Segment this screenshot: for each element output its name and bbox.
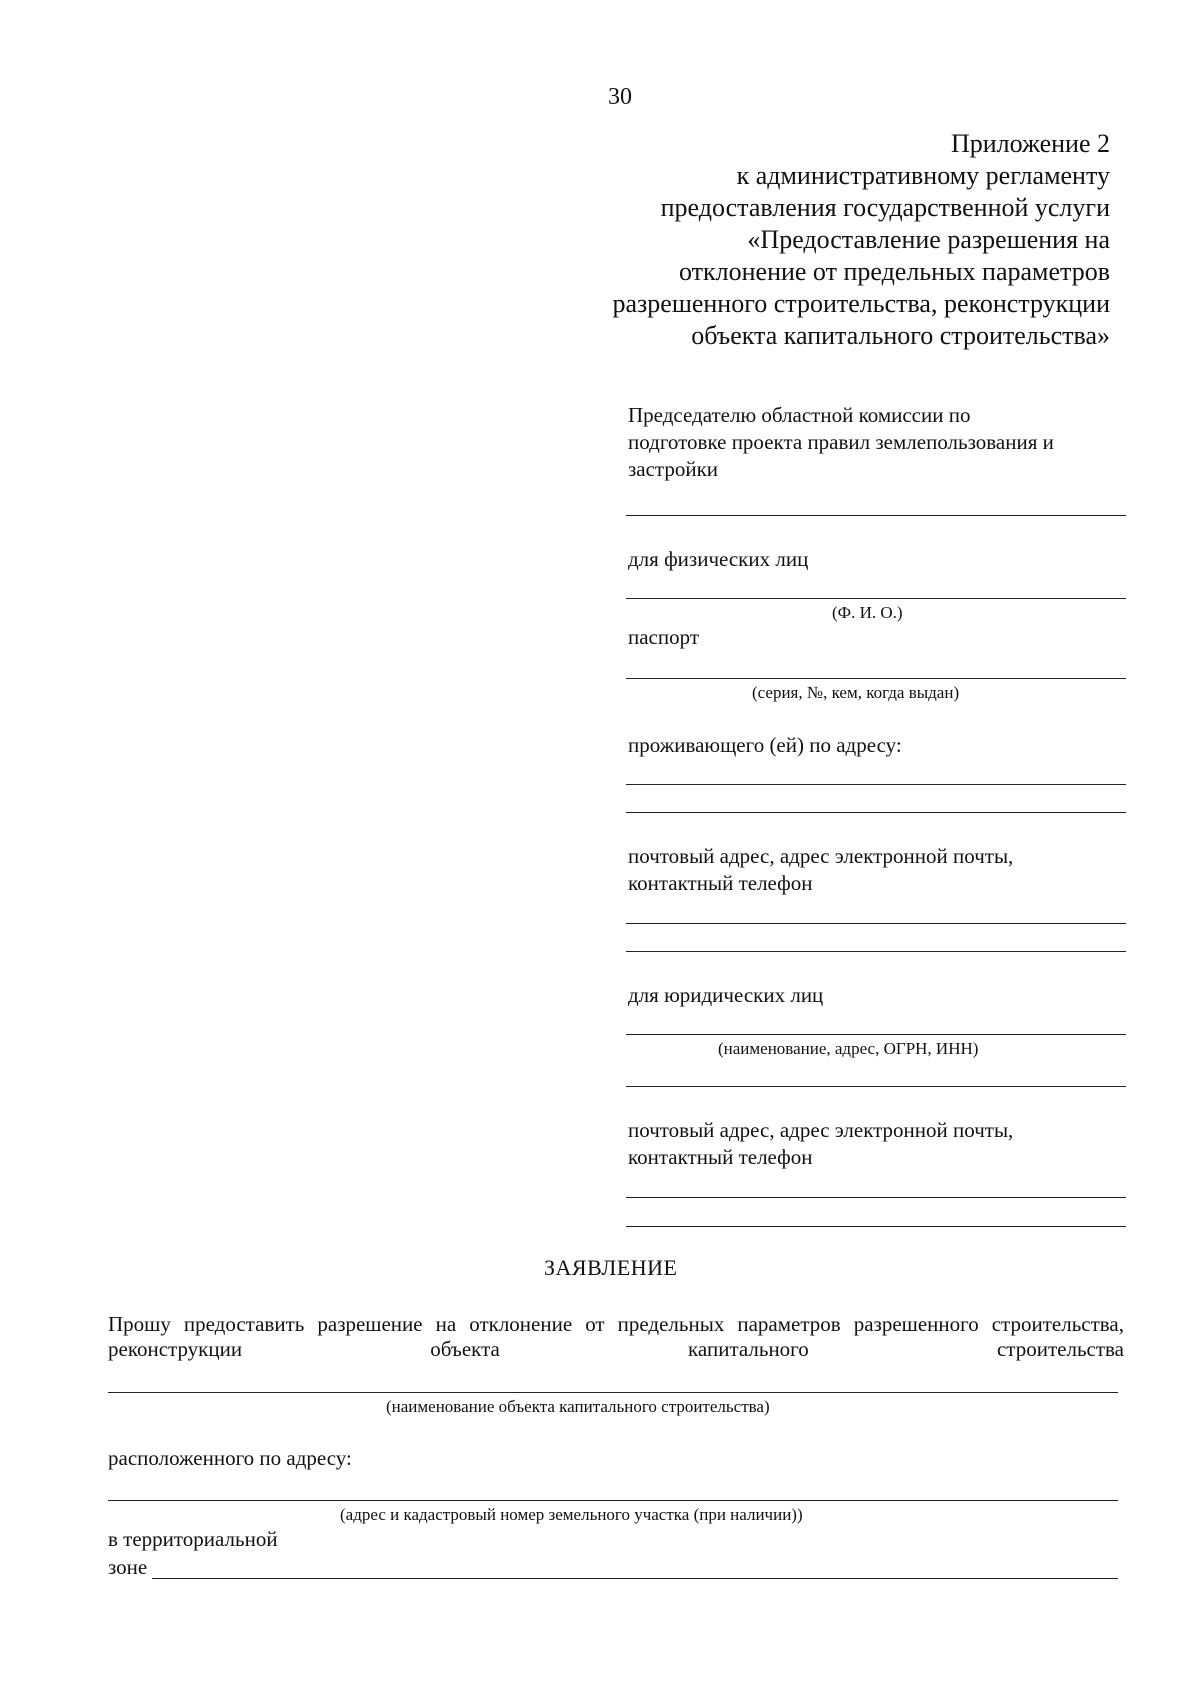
passport-label: паспорт	[628, 625, 700, 649]
statement-title: ЗАЯВЛЕНИЕ	[544, 1255, 678, 1280]
appendix-line: предоставления государственной услуги	[660, 193, 1110, 222]
passport-line[interactable]	[626, 678, 1126, 679]
individuals-label: для физических лиц	[628, 547, 809, 571]
individual-contacts-label	[628, 843, 1013, 897]
individual-contacts-line-2[interactable]	[626, 951, 1126, 952]
residence-line-2[interactable]	[626, 812, 1126, 813]
individual-contacts-line-1[interactable]	[626, 923, 1126, 924]
residence-line-1[interactable]	[626, 784, 1126, 785]
fio-line[interactable]	[626, 598, 1126, 599]
appendix-line: Приложение 2	[950, 129, 1110, 158]
appendix-header	[490, 128, 1110, 352]
contacts-label-line: контактный телефон	[628, 871, 813, 895]
object-address-line[interactable]	[108, 1500, 1118, 1501]
legal-contacts-label	[628, 1117, 1013, 1171]
legal-entity-details-hint: (наименование, адрес, ОГРН, ИНН)	[718, 1039, 979, 1058]
appendix-line: отклонение от предельных параметров	[678, 257, 1110, 286]
contacts-label-line: контактный телефон	[628, 1145, 813, 1169]
legal-contacts-line-1[interactable]	[626, 1197, 1126, 1198]
object-name-hint: (наименование объекта капитального строительства)	[386, 1397, 770, 1416]
addressee-name-line[interactable]	[626, 515, 1126, 516]
fio-hint: (Ф. И. О.)	[832, 603, 903, 622]
appendix-line: объекта капитального строительства»	[691, 321, 1110, 350]
appendix-line: к административному регламенту	[736, 161, 1110, 190]
legal-entities-label: для юридических лиц	[628, 983, 824, 1007]
object-address-hint: (адрес и кадастровый номер земельного участка (при наличии))	[340, 1505, 803, 1524]
addressee-block	[628, 402, 1128, 483]
territorial-zone-line[interactable]	[152, 1578, 1118, 1579]
addressee-line: подготовке проекта правил землепользования и	[628, 430, 1054, 454]
contacts-label-line: почтовый адрес, адрес электронной почты,	[628, 1118, 1014, 1142]
request-text: Прошу предоставить разрешение на отклонение от предельных параметров разрешенного строительства, реконструкции объекта капитального строительства	[108, 1312, 1124, 1361]
legal-entity-details-line-2[interactable]	[626, 1086, 1126, 1087]
territorial-zone-label-line: зоне	[108, 1555, 148, 1579]
residence-label: проживающего (ей) по адресу:	[628, 733, 902, 757]
appendix-line: разрешенного строительства, реконструкции	[612, 289, 1110, 318]
object-address-label: расположенного по адресу:	[108, 1446, 352, 1470]
addressee-line: застройки	[628, 457, 719, 481]
legal-entity-details-line-1[interactable]	[626, 1034, 1126, 1035]
territorial-zone-label-line: в территориальной	[108, 1527, 278, 1551]
page-number: 30	[608, 84, 632, 110]
appendix-line: «Предоставление разрешения на	[747, 225, 1110, 254]
passport-hint: (серия, №, кем, когда выдан)	[752, 683, 960, 702]
addressee-line: Председателю областной комиссии по	[628, 403, 971, 427]
contacts-label-line: почтовый адрес, адрес электронной почты,	[628, 844, 1014, 868]
legal-contacts-line-2[interactable]	[626, 1226, 1126, 1227]
object-name-line[interactable]	[108, 1392, 1118, 1393]
